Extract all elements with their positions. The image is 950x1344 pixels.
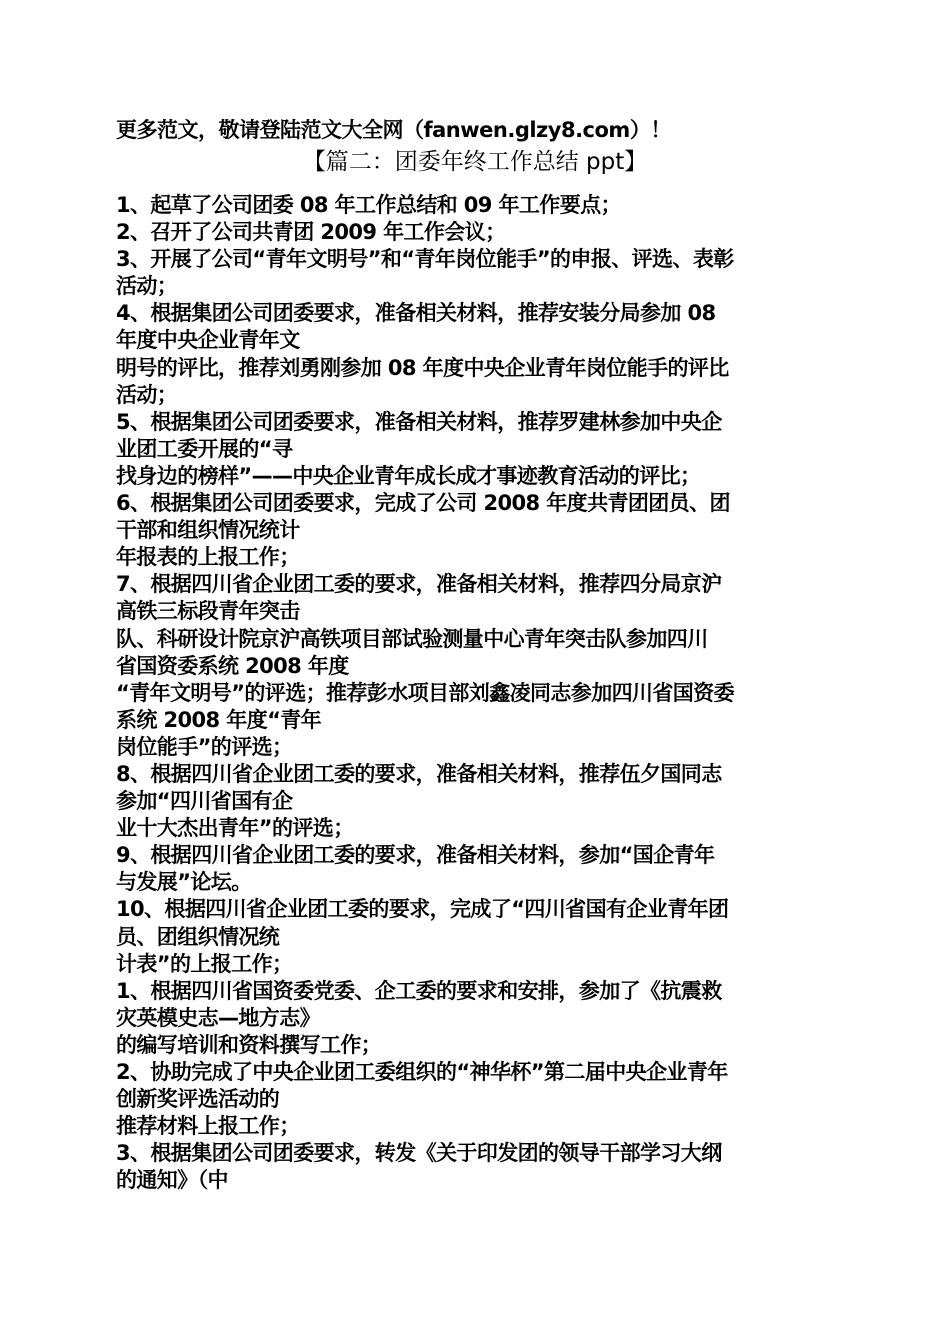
text-line: 省国资委系统 2008 年度 xyxy=(116,653,349,678)
text-line: 1、起草了公司团委 08 年工作总结和 09 年工作要点； xyxy=(116,193,621,217)
text-line: 灾英模史志—地方志》 xyxy=(116,1005,320,1030)
text-line: 4、根据集团公司团委要求，准备相关材料，推荐安装分局参加 08 xyxy=(116,301,716,326)
text-line: 8、根据四川省企业团工委的要求，准备相关材料，推荐伍夕国同志 xyxy=(116,761,722,786)
text-line: 明号的评比，推荐刘勇刚参加 08 年度中央企业青年岗位能手的评比 xyxy=(116,355,729,380)
text-line: 3、根据集团公司团委要求，转发《关于印发团的领导干部学习大纲 xyxy=(116,1141,722,1166)
text-line: 10、根据四川省企业团工委的要求，完成了“四川省国有企业青年团 xyxy=(116,897,729,922)
text-line: 员、团组织情况统 xyxy=(116,924,280,949)
text-line: 5、根据集团公司团委要求，准备相关材料，推荐罗建林参加中央企 xyxy=(116,409,722,434)
text-line: 岗位能手”的评选； xyxy=(116,734,293,759)
text-line: 活动； xyxy=(116,274,178,299)
text-line: 与发展”论坛。 xyxy=(116,870,252,895)
text-line: 2、召开了公司共青团 2009 年工作会议； xyxy=(116,220,506,245)
text-line: 活动； xyxy=(116,382,178,407)
text-line: 2、协助完成了中央企业团工委组织的“神华杯”第二届中央企业青年 xyxy=(116,1060,728,1084)
text-line: 年报表的上报工作； xyxy=(116,545,300,570)
text-line: “青年文明号”的评选；推荐彭水项目部刘鑫凌同志参加四川省国资委 xyxy=(116,680,735,705)
text-line: 计表”的上报工作； xyxy=(116,951,293,976)
section-title: 【篇二：团委年终工作总结 ppt】 xyxy=(302,149,648,175)
text-line: 高铁三标段青年突击 xyxy=(116,599,300,624)
text-line: 参加“四川省国有企 xyxy=(116,789,293,814)
text-line: 系统 2008 年度“青年 xyxy=(116,707,322,732)
site-header-line: 更多范文，敬请登陆范文大全网（fanwen.glzy8.com）！ xyxy=(116,118,671,142)
text-line: 1、根据四川省国资委党委、企工委的要求和安排，参加了《抗震救 xyxy=(116,978,722,1003)
text-line: 9、根据四川省企业团工委的要求，准备相关材料，参加“国企青年 xyxy=(116,843,715,868)
text-line: 3、开展了公司“青年文明号”和“青年岗位能手”的申报、评选、表彰 xyxy=(116,247,734,272)
text-line: 创新奖评选活动的 xyxy=(116,1087,280,1112)
text-line: 干部和组织情况统计 xyxy=(116,518,300,543)
text-line: 推荐材料上报工作； xyxy=(116,1114,300,1139)
text-line: 的编写培训和资料撰写工作； xyxy=(116,1032,382,1057)
text-line: 业团工委开展的“寻 xyxy=(116,436,293,461)
text-line: 找身边的榜样”——中央企业青年成长成才事迹教育活动的评比； xyxy=(116,463,701,488)
document-body xyxy=(116,192,836,1194)
text-line: 业十大杰出青年”的评选； xyxy=(116,816,354,841)
text-line: 的通知》（中 xyxy=(116,1168,228,1193)
text-line: 7、根据四川省企业团工委的要求，准备相关材料，推荐四分局京沪 xyxy=(116,572,722,597)
text-line: 队、科研设计院京沪高铁项目部试验测量中心青年突击队参加四川 xyxy=(116,626,708,651)
text-line: 年度中央企业青年文 xyxy=(116,328,300,353)
text-line: 6、根据集团公司团委要求，完成了公司 2008 年度共青团团员、团 xyxy=(116,491,730,516)
